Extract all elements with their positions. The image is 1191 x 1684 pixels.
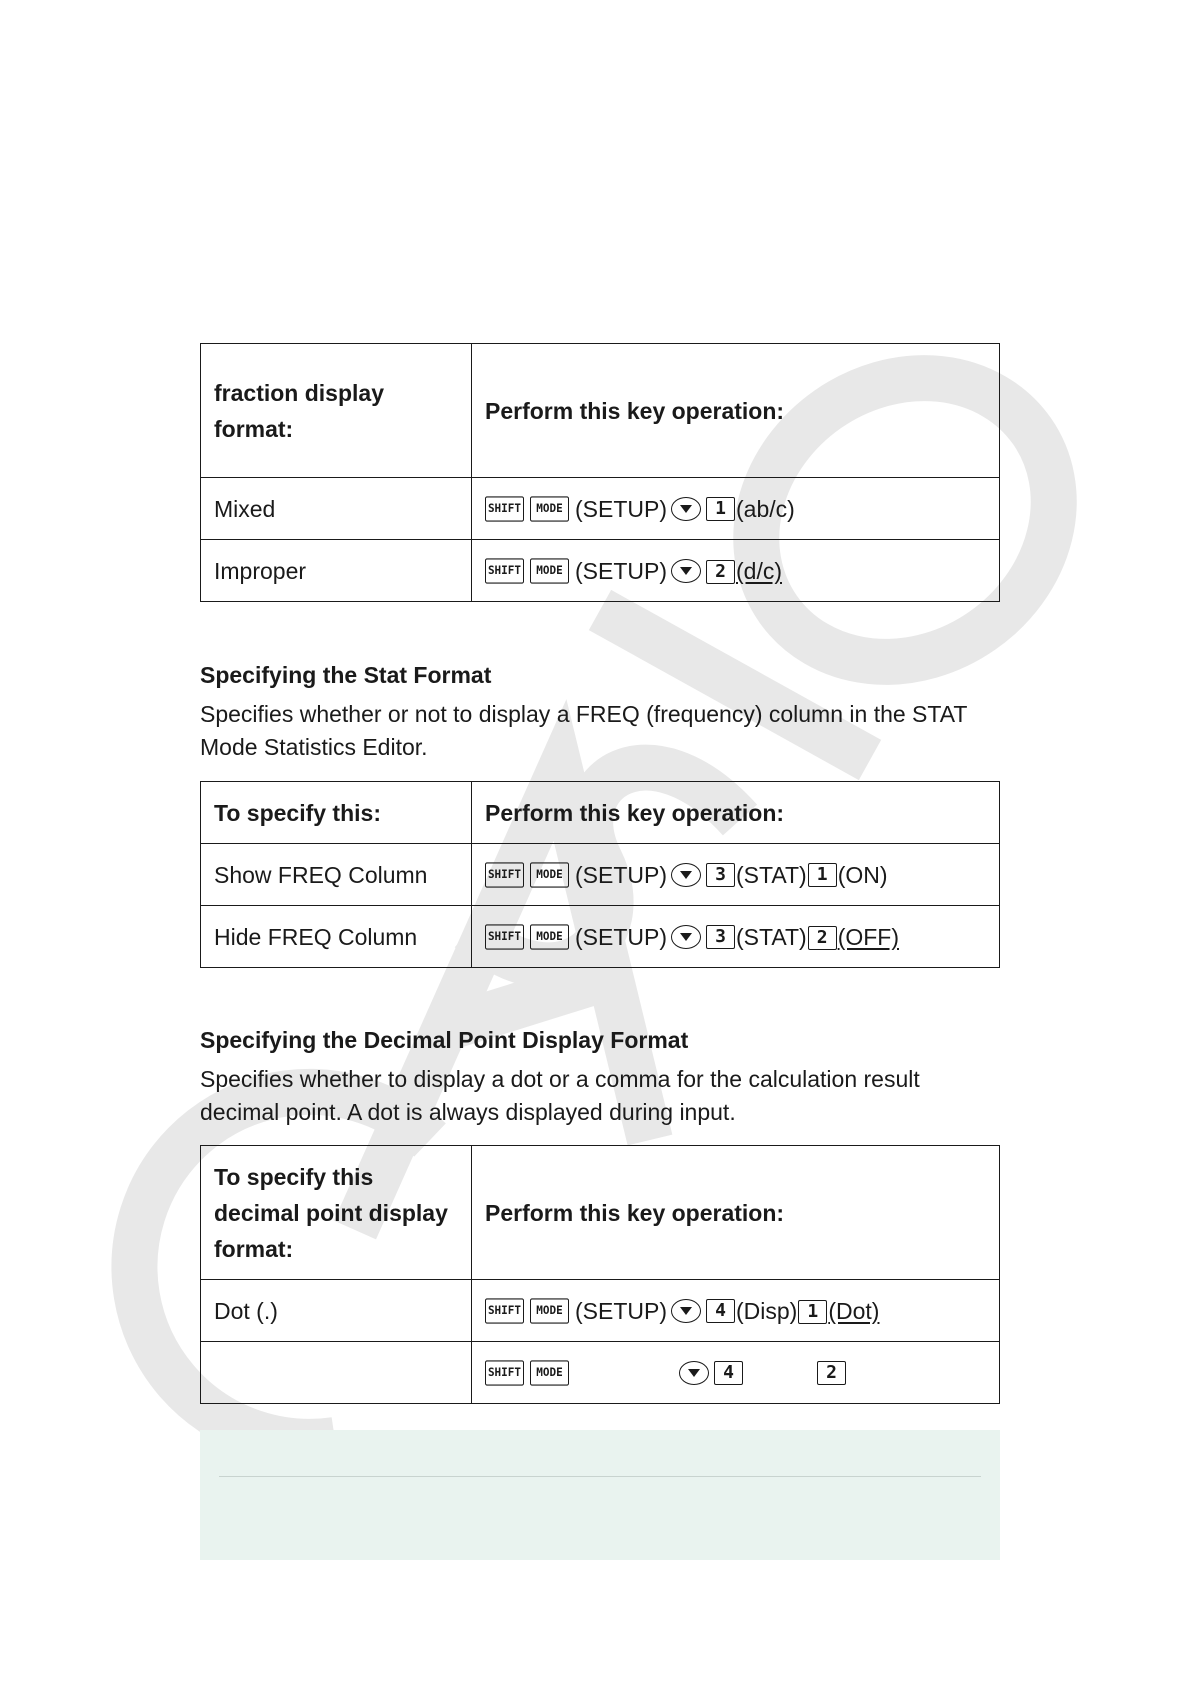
key-caption: (SETUP) — [575, 861, 667, 888]
underlined-keys — [797, 1293, 879, 1329]
number-key: 1 — [808, 863, 837, 887]
key-caption: (STAT) — [736, 861, 807, 888]
note-divider — [219, 1476, 981, 1477]
underlined-keys — [807, 919, 899, 955]
key-caption: (SETUP) — [575, 495, 667, 522]
table-row — [201, 906, 1000, 968]
key-caption: (ON) — [837, 861, 888, 888]
row-label: Show FREQ Column — [201, 844, 472, 906]
key-caption: (SETUP) — [575, 923, 667, 950]
number-key: 3 — [706, 925, 735, 949]
table-header-row — [201, 782, 1000, 844]
fraction-format-table — [200, 343, 1000, 602]
table-header-cell: Perform this key operation: — [472, 1146, 1000, 1280]
key-caption: (STAT) — [736, 923, 807, 950]
down-arrow-key-icon — [671, 497, 701, 521]
shift-key: SHIFT — [485, 496, 524, 521]
number-key: 4 — [714, 1361, 743, 1385]
shift-key: SHIFT — [485, 1298, 524, 1323]
table-header-row — [201, 344, 1000, 478]
number-key: 4 — [706, 1299, 735, 1323]
underlined-keys — [705, 553, 782, 589]
down-arrow-key-icon — [671, 559, 701, 583]
key-caption: (SETUP) — [575, 1297, 667, 1324]
shift-key: SHIFT — [485, 1360, 524, 1385]
number-key: 1 — [706, 497, 735, 521]
key-sequence — [472, 1280, 1000, 1342]
table-header-cell: fraction display format: — [201, 344, 472, 478]
decimal-format-table — [200, 1145, 1000, 1404]
mode-key: MODE — [530, 862, 569, 887]
key-caption: (d/c) — [736, 557, 782, 584]
key-sequence — [472, 478, 1000, 540]
section-heading-stat: Specifying the Stat Format — [200, 662, 492, 688]
key-sequence — [472, 906, 1000, 968]
row-label: Mixed — [201, 478, 472, 540]
down-arrow-key-icon — [671, 1299, 701, 1323]
mode-key: MODE — [530, 924, 569, 949]
section-description-decimal: Specifies whether to display a dot or a comma for the calculation result decimal point. A dot is always displayed during input. — [200, 1066, 920, 1125]
row-label: Improper — [201, 540, 472, 602]
key-caption: (OFF) — [837, 923, 899, 950]
table-header-row — [201, 1146, 1000, 1280]
shift-key: SHIFT — [485, 558, 524, 583]
mode-key: MODE — [530, 496, 569, 521]
number-key: 2 — [808, 926, 837, 950]
key-sequence — [472, 540, 1000, 602]
number-key: 3 — [706, 863, 735, 887]
key-sequence — [472, 844, 1000, 906]
key-caption: (SETUP) — [575, 557, 667, 584]
row-label — [201, 1342, 472, 1404]
stat-format-table — [200, 781, 1000, 968]
table-header-cell: To specify this: — [201, 782, 472, 844]
table-row — [201, 478, 1000, 540]
mode-key: MODE — [530, 558, 569, 583]
table-row — [201, 1280, 1000, 1342]
table-header-cell: Perform this key operation: — [472, 344, 1000, 478]
number-key: 2 — [817, 1361, 846, 1385]
row-label: Dot (.) — [201, 1280, 472, 1342]
table-header-cell: Perform this key operation: — [472, 782, 1000, 844]
shift-key: SHIFT — [485, 924, 524, 949]
down-arrow-key-icon — [679, 1361, 709, 1385]
table-row — [201, 540, 1000, 602]
down-arrow-key-icon — [671, 863, 701, 887]
mode-key: MODE — [530, 1360, 569, 1385]
key-caption: (Disp) — [736, 1297, 798, 1324]
table-row — [201, 1342, 1000, 1404]
table-header-cell: To specify this decimal point display format: — [201, 1146, 472, 1280]
down-arrow-key-icon — [671, 925, 701, 949]
note-box — [200, 1430, 1000, 1560]
mode-key: MODE — [530, 1298, 569, 1323]
table-row — [201, 844, 1000, 906]
section-description-stat: Specifies whether or not to display a FREQ (frequency) column in the STAT Mode Statistics Editor. — [200, 701, 968, 760]
section-heading-decimal: Specifying the Decimal Point Display Format — [200, 1027, 689, 1053]
row-label: Hide FREQ Column — [201, 906, 472, 968]
number-key: 2 — [706, 560, 735, 584]
number-key: 1 — [798, 1300, 827, 1324]
key-caption: (ab/c) — [736, 495, 795, 522]
key-sequence — [472, 1342, 1000, 1404]
key-caption: (Dot) — [828, 1297, 880, 1324]
shift-key: SHIFT — [485, 862, 524, 887]
